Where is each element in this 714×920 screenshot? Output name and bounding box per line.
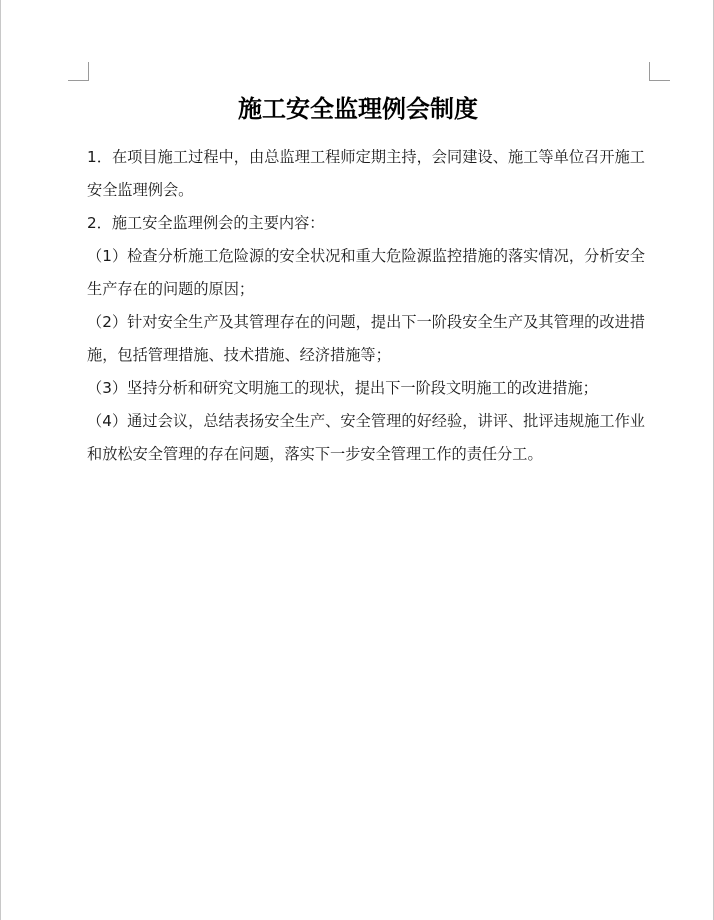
paragraph-4: （2）针对安全生产及其管理存在的问题，提出下一阶段安全生产及其管理的改进措施，包括管理措施、技术措施、经济措施等； (87, 313, 645, 364)
paragraph-6: （4）通过会议，总结表扬安全生产、安全管理的好经验，讲评、批评违规施工作业和放松安全管理的存在问题，落实下一步安全管理工作的责任分工。 (87, 412, 645, 463)
document-title: 施工安全监理例会制度 (238, 94, 478, 123)
paragraph-5: （3）坚持分析和研究文明施工的现状，提出下一阶段文明施工的改进措施； (87, 379, 598, 397)
margin-corner-top-right (649, 62, 670, 81)
paragraph-3: （1）检查分析施工危险源的安全状况和重大危险源监控措施的落实情况，分析安全生产存在的问题的原因； (87, 247, 645, 298)
paragraph-1: 1．在项目施工过程中，由总监理工程师定期主持，会同建设、施工等单位召开施工安全监理例会。 (87, 148, 645, 199)
margin-corner-top-left (68, 62, 89, 81)
paragraph-2: 2．施工安全监理例会的主要内容： (87, 214, 325, 232)
document-body (87, 141, 645, 471)
